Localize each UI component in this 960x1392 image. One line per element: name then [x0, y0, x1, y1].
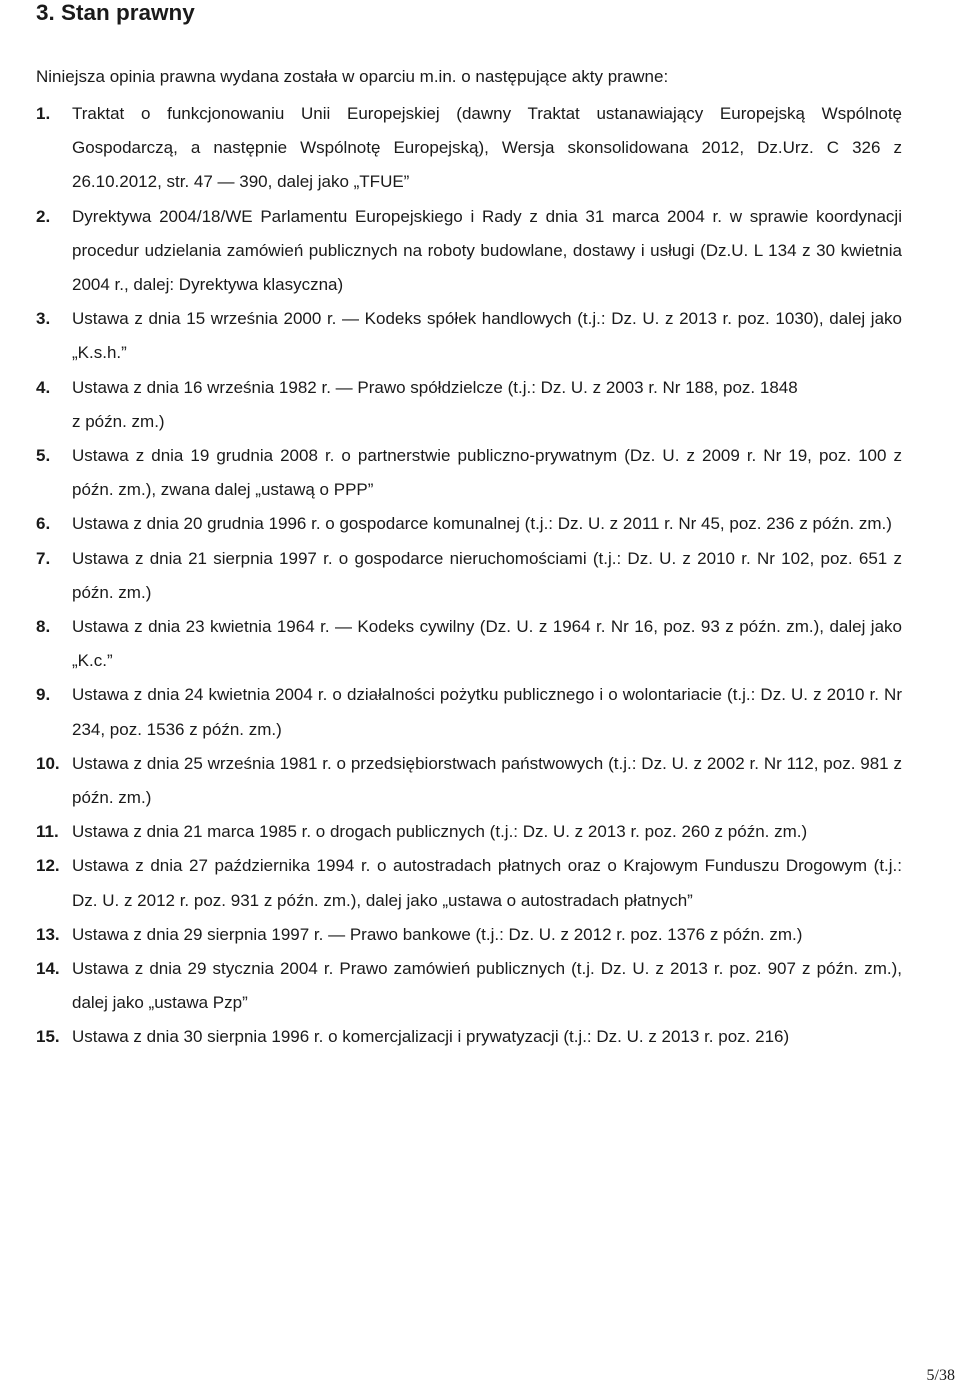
- page-number: 5/38: [926, 1367, 955, 1384]
- list-item: [36, 918, 902, 952]
- item-text: Ustawa z dnia 30 sierpnia 1996 r. o komercjalizacji i prywatyzacji (t.j.: Dz. U. z 2013 r. poz. 216): [72, 1027, 790, 1047]
- legal-acts-list: [36, 97, 902, 1055]
- list-item: [36, 439, 902, 507]
- list-item: [36, 610, 902, 678]
- intro-paragraph: Niniejsza opinia prawna wydana została w oparciu m.in. o następujące akty prawne:: [36, 67, 669, 86]
- item-number: 1.: [36, 104, 51, 123]
- item-number: 9.: [36, 685, 51, 705]
- item-number: 14.: [36, 959, 60, 979]
- item-text: Ustawa z dnia 23 kwietnia 1964 r. — Kodeks cywilny (Dz. U. z 1964 r. Nr 16, poz. 93 z późn. zm.), dalej jako „K.c.”: [72, 617, 902, 671]
- item-number: 11.: [36, 822, 59, 842]
- list-item: [36, 97, 902, 200]
- item-number: 7.: [36, 548, 51, 568]
- item-text: Ustawa z dnia 16 września 1982 r. — Prawo spółdzielcze (t.j.: Dz. U. z 2003 r. Nr 188, poz. 1848 z późn. zm.): [72, 377, 798, 431]
- item-text: Ustawa z dnia 24 kwietnia 2004 r. o działalności pożytku publicznego i o wolontariacie (t.j.: Dz. U. z 2010 r. Nr 234, poz. 1536 z późn. zm.): [72, 685, 902, 739]
- list-item: [36, 1020, 902, 1054]
- list-item: [36, 849, 902, 917]
- list-item: [36, 815, 902, 849]
- list-item: [36, 542, 902, 610]
- item-number: 13.: [36, 924, 60, 944]
- item-number: 2.: [36, 206, 51, 226]
- item-number: 3.: [36, 309, 51, 329]
- item-text: Ustawa z dnia 20 grudnia 1996 r. o gospodarce komunalnej (t.j.: Dz. U. z 2011 r. Nr 45, poz. 236 z późn. zm.): [72, 514, 892, 534]
- list-item: [36, 200, 902, 303]
- item-text: Ustawa z dnia 15 września 2000 r. — Kodeks spółek handlowych (t.j.: Dz. U. z 2013 r. poz. 1030), dalej jako „K.s.h.”: [72, 309, 902, 363]
- item-text: Ustawa z dnia 21 sierpnia 1997 r. o gospodarce nieruchomościami (t.j.: Dz. U. z 2010 r. Nr 102, poz. 651 z późn. zm.): [72, 548, 902, 602]
- list-item: [36, 747, 902, 815]
- list-item: [36, 371, 902, 439]
- section-heading: 3. Stan prawny: [36, 0, 195, 25]
- list-item: [36, 952, 902, 1020]
- list-item: [36, 302, 902, 370]
- list-item: [36, 678, 902, 746]
- item-number: 4.: [36, 377, 51, 397]
- item-number: 15.: [36, 1027, 60, 1047]
- item-text: Ustawa z dnia 27 października 1994 r. o autostradach płatnych oraz o Krajowym Funduszu Drogowym (t.j.: Dz. U. z 2012 r. poz. 931 z późn. zm.), dalej jako „ustawa o autostradach płatnych”: [72, 856, 902, 910]
- item-text: Ustawa z dnia 19 grudnia 2008 r. o partnerstwie publiczno-prywatnym (Dz. U. z 2009 r. Nr 19, poz. 100 z późn. zm.), zwana dalej „ustawą o PPP”: [72, 446, 902, 500]
- item-text: Ustawa z dnia 21 marca 1985 r. o drogach publicznych (t.j.: Dz. U. z 2013 r. poz. 260 z późn. zm.): [72, 822, 808, 842]
- item-text: Traktat o funkcjonowaniu Unii Europejskiej (dawny Traktat ustanawiający Europejską Wspólnotę Gospodarczą, a następnie Wspólnotę Europejską), Wersja skonsolidowana 2012, Dz.Urz. C 326 z 26.10.2012, str. 47 — 390, dalej jako „TFUE”: [72, 104, 902, 192]
- item-number: 12.: [36, 856, 60, 876]
- item-number: 6.: [36, 514, 51, 534]
- item-number: 8.: [36, 617, 51, 637]
- item-number: 10.: [36, 753, 60, 773]
- item-text: Ustawa z dnia 29 sierpnia 1997 r. — Prawo bankowe (t.j.: Dz. U. z 2012 r. poz. 1376 z późn. zm.): [72, 924, 803, 944]
- item-text: Ustawa z dnia 25 września 1981 r. o przedsiębiorstwach państwowych (t.j.: Dz. U. z 2002 r. Nr 112, poz. 981 z późn. zm.): [72, 753, 902, 808]
- item-text: Ustawa z dnia 29 stycznia 2004 r. Prawo zamówień publicznych (t.j. Dz. U. z 2013 r. poz. 907 z późn. zm.), dalej jako „ustawa Pzp”: [72, 959, 902, 1013]
- item-text: Dyrektywa 2004/18/WE Parlamentu Europejskiego i Rady z dnia 31 marca 2004 r. w sprawie koordynacji procedur udzielania zamówień publicznych na roboty budowlane, dostawy i usługi (Dz.U. L 134 z 30 kwietnia 2004 r., dalej: Dyrektywa klasyczna): [72, 206, 902, 295]
- list-item: [36, 507, 902, 541]
- item-number: 5.: [36, 446, 51, 466]
